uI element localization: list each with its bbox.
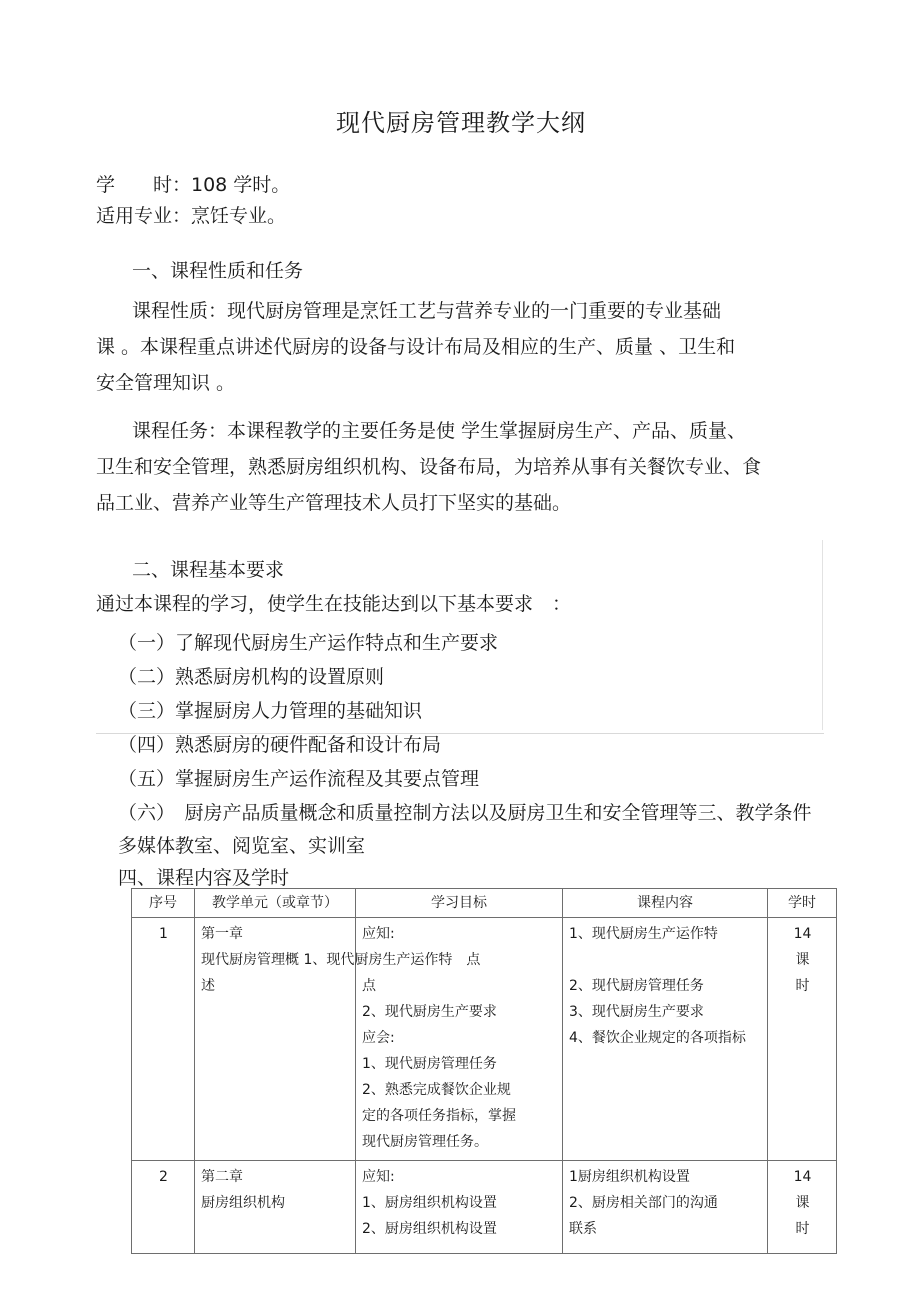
goal-line-5-row1: 应会: [362, 1030, 395, 1046]
page-title: 现代厨房管理教学大纲 [336, 109, 586, 137]
cell-content-row1 [563, 918, 768, 1161]
cell-unit-row2 [195, 1161, 356, 1254]
content-line-1-row2: 1厨房组织机构设置 [569, 1169, 690, 1185]
goal-line-1-row1: 应知: [362, 926, 395, 942]
unit-line-chapter-row1: 第一章 [201, 926, 243, 942]
content-line-1-row1: 1、现代厨房生产运作特 [569, 926, 718, 942]
meta-line-major: 适用专业：烹饪专业。 [96, 205, 287, 227]
section-heading-two: 二、课程基本要求 [132, 559, 285, 581]
unit-line-name-row2: 厨房组织机构 [201, 1195, 285, 1211]
table-header-unit: 教学单元（或章节） [195, 889, 356, 918]
meta-line-hours: 学 时：108 学时。 [96, 174, 291, 196]
hours-unit-b-row2: 时 [795, 1221, 810, 1237]
table-row [132, 1161, 837, 1254]
unit-line-tail-row1: 述 [201, 978, 215, 994]
goal-line-7-row1: 2、熟悉完成餐饮企业规 [362, 1082, 511, 1098]
requirement-item-2: （二）熟悉厨房机构的设置原则 [118, 666, 385, 688]
document-meta [96, 170, 826, 232]
paragraph-course-nature-line-3: 安全管理知识 。 [96, 372, 236, 394]
goal-line-3-row1: 点 [362, 978, 376, 994]
cell-no-row1: 1 [132, 918, 195, 1161]
requirement-item-3: （三）掌握厨房人力管理的基础知识 [118, 700, 423, 722]
hours-unit-a-row1: 课 [795, 952, 810, 968]
paragraph-course-nature-line-2: 课 。本课程重点讲述代厨房的设备与设计布局及相应的生产、质量 、卫生和 [96, 336, 736, 358]
table-header-goal: 学习目标 [356, 889, 563, 918]
paragraph-course-task-line-1: 课程任务：本课程教学的主要任务是使 学生掌握厨房生产、产品、质量、 [132, 420, 747, 442]
document-body [96, 0, 826, 894]
section-two-intro: 通过本课程的学习，使学生在技能达到以下基本要求 ： [96, 593, 572, 615]
goal-line-6-row1: 1、现代厨房管理任务 [362, 1056, 497, 1072]
table-header-content: 课程内容 [563, 889, 768, 918]
unit-line-chapter-row2: 第二章 [201, 1169, 243, 1185]
content-line-3-row1: 2、现代厨房管理任务 [569, 978, 704, 994]
section-heading-four: 四、课程内容及学时 [118, 867, 290, 889]
paragraph-course-task-line-2: 卫生和安全管理，熟悉厨房组织机构、设备布局，为培养从事有关餐饮专业、食 [96, 456, 762, 478]
content-line-4-row1: 3、现代厨房生产要求 [569, 1004, 704, 1020]
syllabus-table-wrapper [131, 888, 816, 1254]
goal-line-2-row2: 1、厨房组织机构设置 [362, 1195, 497, 1211]
teaching-conditions-line: 多媒体教室、阅览室、实训室 [118, 835, 366, 857]
hours-number-row2: 14 [793, 1169, 812, 1185]
table-header-hours: 学时 [768, 889, 837, 918]
goal-line-3-row2: 2、厨房组织机构设置 [362, 1221, 497, 1237]
requirement-item-6: （六） 厨房产品质量概念和质量控制方法以及厨房卫生和安全管理等三、教学条件 [118, 802, 812, 824]
cell-hours-row2 [768, 1161, 837, 1254]
goal-line-8-row1: 定的各项任务指标，掌握 [362, 1108, 516, 1124]
content-line-2-row1 [569, 947, 762, 973]
unit-overflow-line-row1: 现代厨房管理概 1、现代厨房生产运作特 点 [201, 952, 481, 968]
content-line-2-row2: 2、厨房相关部门的沟通 [569, 1195, 718, 1211]
syllabus-table [131, 888, 837, 1254]
cell-goal-row2 [356, 1161, 563, 1254]
hours-number-row1: 14 [793, 926, 812, 942]
content-line-5-row1: 4、餐饮企业规定的各项指标 [569, 1030, 746, 1046]
cell-content-row2 [563, 1161, 768, 1254]
cell-no-row2: 2 [132, 1161, 195, 1254]
requirement-item-1: （一）了解现代厨房生产运作特点和生产要求 [118, 632, 499, 654]
goal-line-1-row2: 应知: [362, 1169, 395, 1185]
goal-line-4-row1: 2、现代厨房生产要求 [362, 1004, 497, 1020]
cell-hours-row1 [768, 918, 837, 1161]
requirement-item-4: （四）熟悉厨房的硬件配备和设计布局 [118, 734, 442, 756]
table-row [132, 918, 837, 1161]
section-heading-one: 一、课程性质和任务 [132, 260, 304, 282]
paragraph-course-nature-line-1: 课程性质：现代厨房管理是烹饪工艺与营养专业的一门重要的专业基础 [132, 300, 722, 322]
hours-unit-b-row1: 时 [795, 978, 810, 994]
table-header-no: 序号 [132, 889, 195, 918]
goal-line-9-row1: 现代厨房管理任务。 [362, 1134, 488, 1150]
content-line-3-row2: 联系 [569, 1221, 597, 1237]
table-header-row [132, 889, 837, 918]
hours-unit-a-row2: 课 [795, 1195, 810, 1211]
paragraph-course-task-line-3: 品工业、营养产业等生产管理技术人员打下坚实的基础。 [96, 492, 572, 514]
requirement-item-5: （五）掌握厨房生产运作流程及其要点管理 [118, 768, 480, 790]
